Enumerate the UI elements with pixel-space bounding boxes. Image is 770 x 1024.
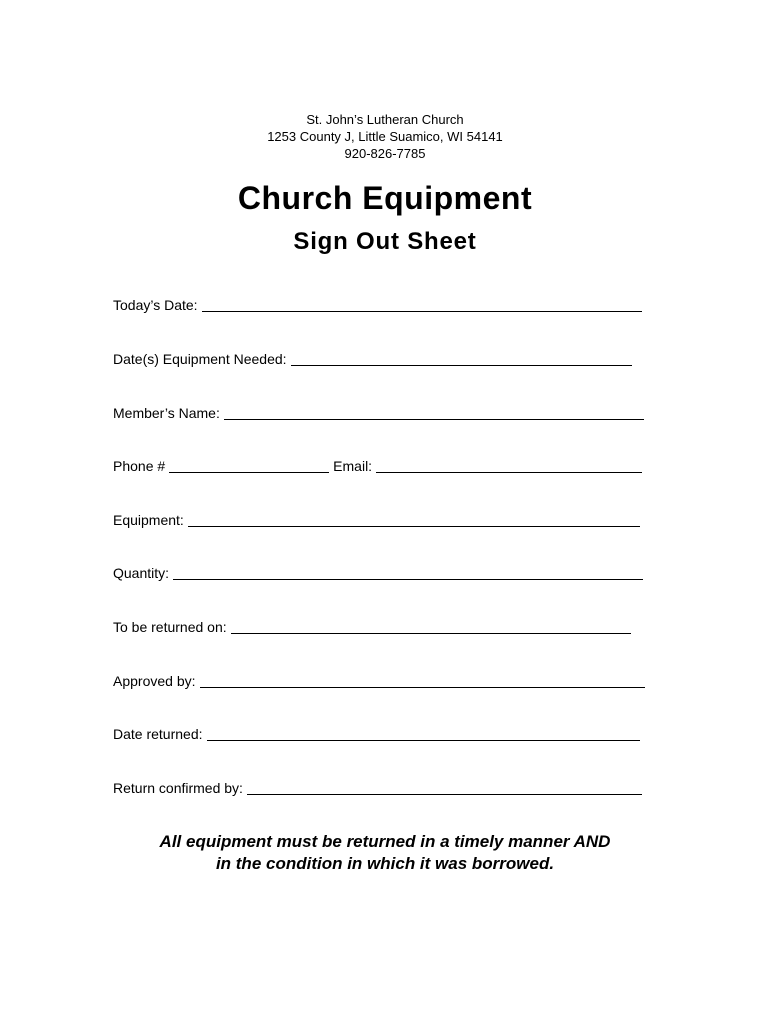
dates-needed-field[interactable]	[291, 351, 632, 366]
todays-date-label: Today’s Date:	[113, 297, 198, 313]
return-on-label: To be returned on:	[113, 619, 227, 635]
return-policy-line-2: in the condition in which it was borrowed.	[215, 854, 555, 873]
todays-date-row	[113, 293, 642, 313]
church-header	[0, 111, 770, 162]
page-subtitle: Sign Out Sheet	[293, 228, 477, 255]
dates-needed-row	[113, 347, 632, 367]
approved-by-field[interactable]	[200, 673, 645, 688]
return-confirmed-field[interactable]	[247, 780, 642, 795]
return-confirmed-label: Return confirmed by:	[113, 780, 243, 796]
return-on-field[interactable]	[231, 619, 631, 634]
church-name: St. John’s Lutheran Church	[306, 112, 464, 127]
date-returned-field[interactable]	[207, 726, 640, 741]
return-policy-note	[0, 831, 770, 875]
email-field[interactable]	[376, 458, 642, 473]
quantity-row	[113, 561, 643, 581]
quantity-field[interactable]	[173, 565, 643, 580]
church-phone: 920-826-7785	[344, 146, 426, 161]
dates-needed-label: Date(s) Equipment Needed:	[113, 351, 287, 367]
date-returned-label: Date returned:	[113, 726, 203, 742]
return-confirmed-row	[113, 776, 642, 796]
equipment-field[interactable]	[188, 512, 640, 527]
member-name-field[interactable]	[224, 405, 644, 420]
return-policy-line-1: All equipment must be returned in a timely manner AND	[159, 832, 611, 851]
todays-date-field[interactable]	[202, 297, 642, 312]
phone-field[interactable]	[169, 458, 329, 473]
church-address: 1253 County J, Little Suamico, WI 54141	[267, 129, 503, 144]
quantity-label: Quantity:	[113, 565, 170, 581]
member-name-row	[113, 401, 644, 421]
member-name-label: Member’s Name:	[113, 405, 220, 421]
equipment-label: Equipment:	[113, 512, 184, 528]
approved-by-label: Approved by:	[113, 673, 196, 689]
email-label: Email:	[333, 458, 373, 474]
phone-email-row	[113, 454, 642, 474]
equipment-row	[113, 508, 640, 528]
approved-by-row	[113, 669, 645, 689]
date-returned-row	[113, 722, 640, 742]
phone-label: Phone #	[113, 458, 166, 474]
return-on-row	[113, 615, 631, 635]
page-title: Church Equipment	[237, 180, 533, 216]
